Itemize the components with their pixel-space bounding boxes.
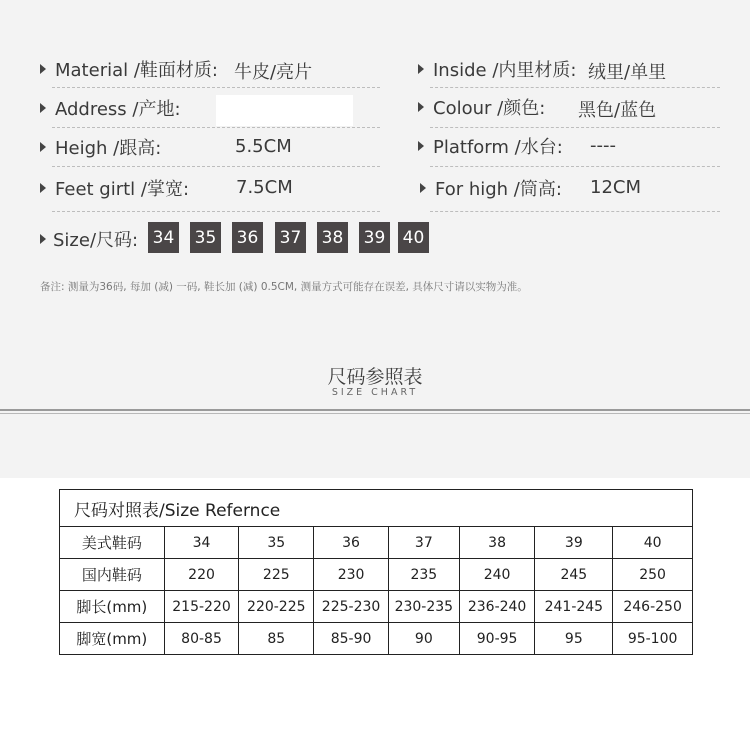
- bullet-arrow-icon: [418, 141, 424, 151]
- table-cell: 85: [239, 623, 314, 655]
- table-row: [60, 623, 693, 655]
- spec-label: For high /筒高:: [435, 179, 562, 200]
- spec-label: Material /鞋面材质:: [55, 60, 218, 81]
- spec-value: ----: [590, 135, 616, 156]
- table-row: [60, 591, 693, 623]
- table-cell: 35: [239, 527, 314, 559]
- spec-for-high: [420, 173, 642, 203]
- spec-label: Platform /水台:: [433, 137, 563, 158]
- table-cell: 95: [535, 623, 613, 655]
- table-cell: 230: [314, 559, 389, 591]
- divider: [430, 211, 720, 212]
- bullet-arrow-icon: [40, 234, 46, 244]
- table-cell: 39: [535, 527, 613, 559]
- spec-value: 5.5CM: [235, 136, 292, 157]
- bullet-arrow-icon: [40, 183, 46, 193]
- size-option-36[interactable]: 36: [232, 222, 263, 253]
- table-cell: 38: [459, 527, 535, 559]
- table-cell: 37: [388, 527, 459, 559]
- spec-platform: [418, 131, 616, 161]
- table-cell: 240: [459, 559, 535, 591]
- size-chart-subheading: SIZE CHART: [331, 387, 419, 398]
- divider: [52, 87, 380, 88]
- heading-rule: [0, 413, 750, 414]
- size-chart-heading: 尺码参照表: [327, 366, 423, 388]
- size-label-text: Size/尺码:: [53, 230, 139, 251]
- table-cell: 245: [535, 559, 613, 591]
- table-cell: 34: [164, 527, 239, 559]
- divider: [52, 166, 380, 167]
- size-option-34[interactable]: 34: [148, 222, 179, 253]
- row-header: 脚宽(mm): [60, 623, 165, 655]
- measurement-note: 备注: 测量为36码, 每加 (减) 一码, 鞋长加 (减) 0.5CM, 测量方式可能存在误差, 具体尺寸请以实物为准。: [40, 281, 528, 293]
- table-cell: 90: [388, 623, 459, 655]
- spec-value: 黑色/蓝色: [578, 100, 657, 121]
- divider: [430, 87, 720, 88]
- address-value-box: [216, 95, 353, 126]
- table-cell: 220-225: [239, 591, 314, 623]
- table-cell: 236-240: [459, 591, 535, 623]
- table-row: [60, 559, 693, 591]
- table-cell: 225-230: [314, 591, 389, 623]
- table-cell: 246-250: [613, 591, 693, 623]
- spec-value: 绒里/单里: [588, 62, 667, 83]
- size-reference-table: [59, 489, 693, 655]
- table-cell: 225: [239, 559, 314, 591]
- table-cell: 80-85: [164, 623, 239, 655]
- spec-value: 7.5CM: [236, 177, 293, 198]
- divider: [430, 166, 720, 167]
- table-cell: 220: [164, 559, 239, 591]
- size-option-40[interactable]: 40: [398, 222, 429, 253]
- size-option-38[interactable]: 38: [317, 222, 348, 253]
- spec-address: [40, 93, 181, 123]
- spec-label: Heigh /跟高:: [55, 138, 162, 159]
- bullet-arrow-icon: [40, 64, 46, 74]
- table-title: 尺码对照表/Size Refernce: [60, 490, 693, 527]
- bullet-arrow-icon: [418, 64, 424, 74]
- size-option-39[interactable]: 39: [359, 222, 390, 253]
- table-row: [60, 527, 693, 559]
- divider: [52, 127, 380, 128]
- spec-value: 12CM: [590, 177, 642, 198]
- bullet-arrow-icon: [420, 183, 426, 193]
- table-cell: 230-235: [388, 591, 459, 623]
- bullet-arrow-icon: [418, 102, 424, 112]
- table-cell: 90-95: [459, 623, 535, 655]
- bullet-arrow-icon: [40, 142, 46, 152]
- spec-label: Address /产地:: [55, 99, 181, 120]
- size-option-35[interactable]: 35: [190, 222, 221, 253]
- table-cell: 40: [613, 527, 693, 559]
- size-label: [40, 224, 138, 254]
- size-option-37[interactable]: 37: [275, 222, 306, 253]
- spec-heel-height: [40, 132, 292, 162]
- table-cell: 250: [613, 559, 693, 591]
- table-cell: 85-90: [314, 623, 389, 655]
- table-title-row: [60, 490, 693, 527]
- spec-material: [40, 54, 313, 84]
- table-cell: 241-245: [535, 591, 613, 623]
- table-cell: 235: [388, 559, 459, 591]
- row-header: 脚长(mm): [60, 591, 165, 623]
- row-header: 国内鞋码: [60, 559, 165, 591]
- table-cell: 215-220: [164, 591, 239, 623]
- spec-colour: [418, 92, 657, 122]
- divider: [430, 127, 720, 128]
- divider: [52, 211, 380, 212]
- spec-inside: [418, 54, 667, 84]
- table-cell: 95-100: [613, 623, 693, 655]
- heading-rule: [0, 409, 750, 411]
- bullet-arrow-icon: [40, 103, 46, 113]
- spec-value: 牛皮/亮片: [234, 62, 313, 83]
- spec-label: Colour /颜色:: [433, 98, 546, 119]
- spec-feet-girth: [40, 173, 293, 203]
- table-cell: 36: [314, 527, 389, 559]
- spec-label: Inside /内里材质:: [433, 60, 577, 81]
- spec-label: Feet girtl /掌宽:: [55, 179, 190, 200]
- row-header: 美式鞋码: [60, 527, 165, 559]
